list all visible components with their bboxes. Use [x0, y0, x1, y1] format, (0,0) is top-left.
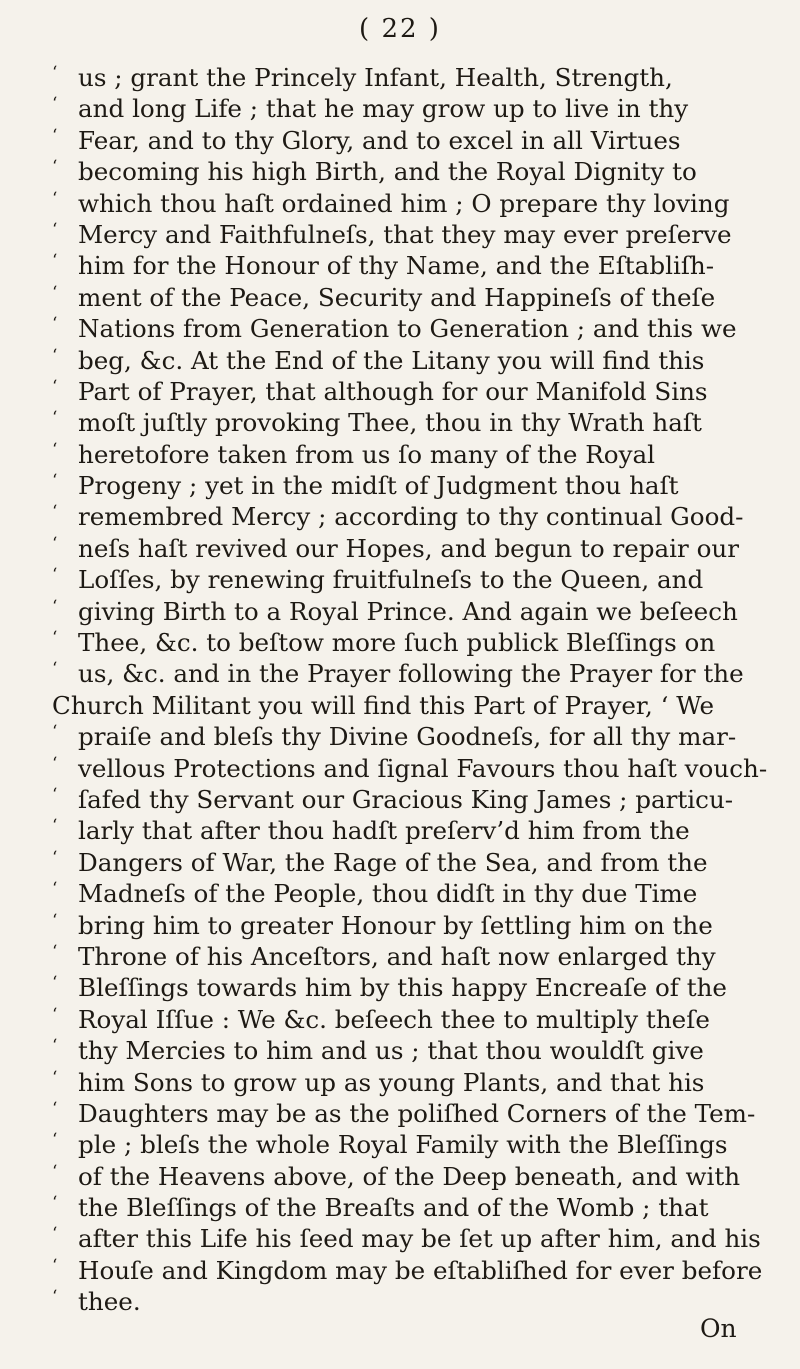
line-text: us ; grant the Princely Infant, Health, Strength,: [78, 63, 673, 92]
text-line: [52, 784, 752, 815]
quotation-mark: ‘: [52, 502, 58, 523]
line-text: after this Life his ſeed may be ſet up after him, and his: [78, 1224, 761, 1254]
text-line: [52, 470, 752, 501]
catchword: On: [700, 1314, 737, 1343]
page-number: ( 22 ): [359, 14, 441, 44]
text-line: [52, 62, 752, 93]
text-line: [52, 941, 752, 972]
line-text: vellous Protections and ſignal Favours thou haſt vouch-: [78, 753, 768, 783]
line-text: Thee, &c. to beſtow more ſuch publick Bleſſings on: [78, 628, 716, 658]
quotation-mark: ‘: [52, 408, 58, 429]
line-text: Nations from Generation to Generation ; and this we: [78, 314, 737, 344]
quotation-mark: ‘: [52, 533, 58, 554]
quotation-mark: ‘: [52, 157, 58, 178]
quotation-mark: ‘: [52, 376, 58, 397]
quotation-mark: ‘: [52, 439, 58, 460]
quotation-mark: ‘: [52, 847, 58, 868]
body-text: [52, 62, 768, 1318]
text-line: [52, 156, 752, 187]
text-line: [52, 1129, 752, 1160]
line-text: becoming his high Birth, and the Royal Dignity to: [78, 157, 697, 187]
line-text: us, &c. and in the Prayer following the Prayer for the: [78, 659, 744, 689]
quotation-mark: ‘: [52, 753, 58, 774]
line-text: the Bleſſings of the Breaſts and of the Womb ; that: [78, 1193, 709, 1223]
quotation-mark: ‘: [52, 345, 58, 366]
line-text: Loſſes, by renewing fruitfulneſs to the Queen, and: [78, 565, 704, 595]
line-text: and long Life ; that he may grow up to live in thy: [78, 94, 689, 124]
text-line: [52, 1035, 752, 1066]
text-line: [52, 847, 752, 878]
text-line: [52, 815, 752, 846]
line-text: bring him to greater Honour by ſettling him on the: [78, 910, 713, 940]
quotation-mark: ‘: [52, 1161, 58, 1182]
line-text: Royal Iſſue : We &c. beſeech thee to multiply theſe: [78, 1004, 710, 1034]
quotation-mark: ‘: [52, 1004, 58, 1025]
quotation-mark: ‘: [52, 628, 58, 649]
text-line: [52, 501, 752, 532]
quotation-mark: ‘: [52, 219, 58, 240]
text-line: [52, 1004, 752, 1035]
quotation-mark: ‘: [52, 1255, 58, 1276]
quotation-mark: ‘: [52, 1224, 58, 1245]
quotation-mark: ‘: [52, 282, 58, 303]
quotation-mark: ‘: [52, 471, 58, 492]
text-line: [52, 188, 752, 219]
line-text: Daughters may be as the poliſhed Corners of the Tem-: [78, 1098, 756, 1128]
line-text: which thou haſt ordained him ; O prepare thy loving: [78, 188, 730, 218]
quotation-mark: ‘: [52, 659, 58, 680]
text-line: [52, 972, 752, 1003]
line-text: Part of Prayer, that although for our Manifold Sins: [78, 376, 708, 406]
text-line: [52, 596, 752, 627]
quotation-mark: ‘: [52, 1193, 58, 1214]
line-text: moſt juſtly provoking Thee, thou in thy Wrath haſt: [78, 408, 702, 438]
quotation-mark: ‘: [52, 879, 58, 900]
line-text: giving Birth to a Royal Prince. And again we beſeech: [78, 596, 738, 626]
text-line: [52, 250, 752, 281]
text-line: [52, 439, 752, 470]
text-line: [52, 910, 752, 941]
line-text: him Sons to grow up as young Plants, and that his: [78, 1067, 705, 1097]
quotation-mark: ‘: [52, 596, 58, 617]
text-line: [52, 753, 768, 784]
text-line: [52, 1255, 763, 1286]
quotation-mark: ‘: [52, 94, 58, 115]
text-line: [52, 1098, 756, 1129]
line-text: ſafed thy Servant our Gracious King James ; particu-: [78, 784, 734, 814]
quotation-mark: ‘: [52, 1098, 58, 1119]
line-text: of the Heavens above, of the Deep beneath, and with: [78, 1161, 741, 1191]
line-text: Bleſſings towards him by this happy Encreaſe of the: [78, 973, 727, 1003]
line-text: him for the Honour of thy Name, and the Eſtabliſh-: [78, 251, 715, 281]
line-text: Madneſs of the People, thou didſt in thy due Time: [78, 879, 698, 909]
line-text: thee.: [78, 1287, 141, 1317]
quotation-mark: ‘: [52, 1287, 58, 1308]
text-line: [52, 407, 752, 438]
text-line: [52, 1286, 752, 1317]
text-line: [52, 1161, 752, 1192]
line-text: thy Mercies to him and us ; that thou wouldſt give: [78, 1036, 704, 1066]
quotation-mark: ‘: [52, 565, 58, 586]
quotation-mark: ‘: [52, 63, 58, 83]
text-line: [52, 690, 752, 721]
quotation-mark: ‘: [52, 188, 58, 209]
text-line: [52, 282, 752, 313]
quotation-mark: ‘: [52, 910, 58, 931]
line-text: beg, &c. At the End of the Litany you will find this: [78, 345, 705, 375]
line-text: neſs haſt revived our Hopes, and begun to repair our: [78, 533, 740, 563]
quotation-mark: ‘: [52, 973, 58, 994]
line-text: ment of the Peace, Security and Happineſs of theſe: [78, 282, 716, 312]
text-line: [52, 1067, 752, 1098]
text-line: [52, 313, 752, 344]
text-line: [52, 1223, 761, 1254]
text-line: [52, 658, 752, 689]
quotation-mark: ‘: [52, 125, 58, 146]
line-text: Houſe and Kingdom may be eſtabliſhed for ever before: [78, 1255, 763, 1285]
text-line: [52, 533, 752, 564]
quotation-mark: ‘: [52, 251, 58, 272]
line-text: Church Militant you will find this Part of Prayer, ‘ We: [52, 690, 715, 720]
quotation-mark: ‘: [52, 314, 58, 335]
line-text: ple ; bleſs the whole Royal Family with the Bleſſings: [78, 1130, 728, 1160]
line-text: Progeny ; yet in the midſt of Judgment thou haſt: [78, 471, 679, 501]
text-line: [52, 219, 752, 250]
line-text: praiſe and bleſs thy Divine Goodneſs, for all thy mar-: [78, 722, 737, 752]
text-line: [52, 721, 752, 752]
quotation-mark: ‘: [52, 784, 58, 805]
text-line: [52, 878, 752, 909]
line-text: larly that after thou hadſt preſerv’d him from the: [78, 816, 690, 846]
text-line: [52, 125, 752, 156]
line-text: Dangers of War, the Rage of the Sea, and from the: [78, 847, 708, 877]
text-line: [52, 376, 752, 407]
text-line: [52, 1192, 752, 1223]
quotation-mark: ‘: [52, 1130, 58, 1151]
line-text: heretofore taken from us ſo many of the Royal: [78, 439, 656, 469]
text-line: [52, 93, 752, 124]
quotation-mark: ‘: [52, 1067, 58, 1088]
quotation-mark: ‘: [52, 722, 58, 743]
line-text: remembred Mercy ; according to thy continual Good-: [78, 502, 744, 532]
text-line: [52, 564, 752, 595]
quotation-mark: ‘: [52, 941, 58, 962]
text-line: [52, 345, 752, 376]
line-text: Fear, and to thy Glory, and to excel in all Virtues: [78, 125, 681, 155]
quotation-mark: ‘: [52, 1036, 58, 1057]
line-text: Throne of his Anceſtors, and haſt now enlarged thy: [78, 941, 716, 971]
quotation-mark: ‘: [52, 816, 58, 837]
text-line: [52, 627, 752, 658]
line-text: Mercy and Faithfulneſs, that they may ever preſerve: [78, 219, 732, 249]
